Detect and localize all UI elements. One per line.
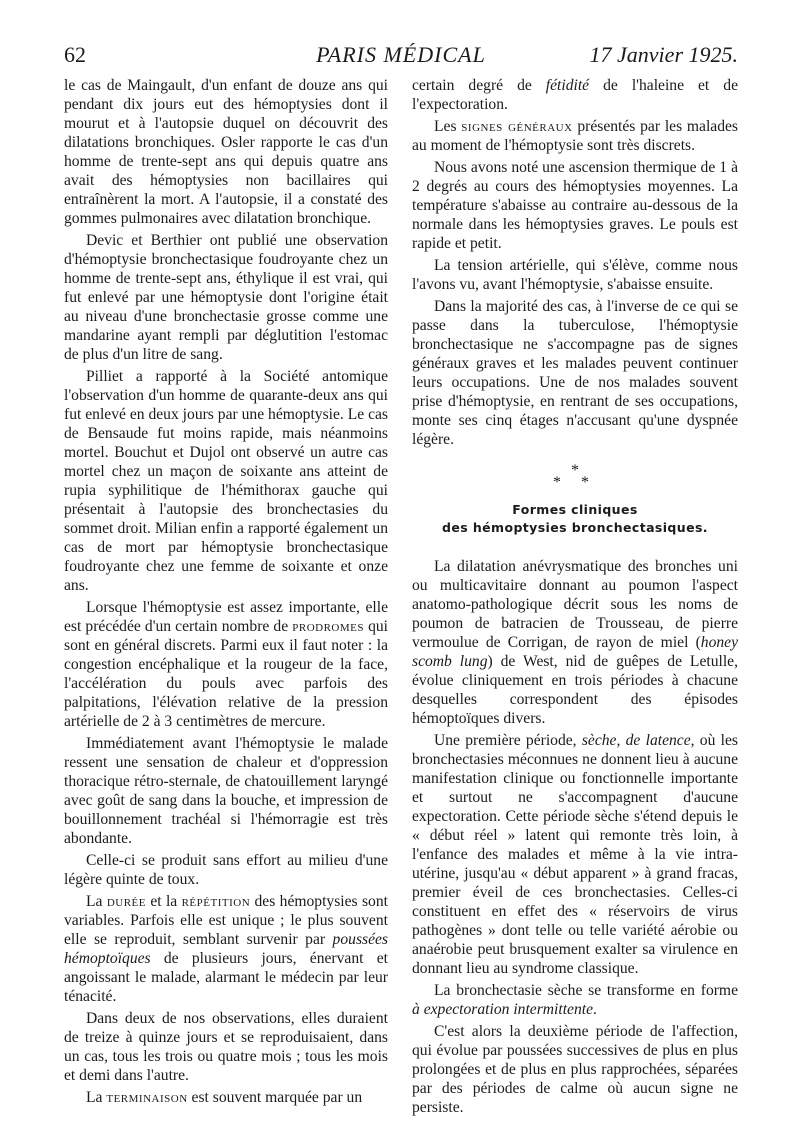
italic-term: sèche, de latence [581, 732, 691, 749]
text-run: certain degré de [412, 77, 546, 94]
asterism-bottom: * * [553, 474, 597, 491]
paragraph: C'est alors la deuxième période de l'affection, qui évolue par poussées successives de plus en plus prolongées et de plus en plus rapprochées, séparées par des périodes de calme où aucun signe ne persiste. [412, 1023, 738, 1116]
text-run: est souvent marquée par un [187, 1089, 363, 1106]
section-heading-line-2: des hémoptysies bronchectasiques. [442, 520, 708, 535]
paragraph [412, 117, 738, 155]
issue-date: 17 Janvier 1925. [589, 42, 738, 67]
paragraph [412, 76, 738, 114]
text-run: de plusieurs jours, énervant et angoissant le malade, alarmant le médecin par leur ténacité. [64, 950, 388, 1005]
paragraph: Pilliet a rapporté à la Société antomique l'observation d'un homme de quarante-deux ans qui fut enlevé en deux jours par une hémoptysie. Le cas de Bensaude fut moins rapide, mais néanmoins mortel. Bouchut et Dujol ont observé un autre cas mortel chez un maçon de soixante ans atteint de rupia syphilitique de l'hémithorax gauche qui présentait à l'autopsie des bronchectasies du sommet droit. Milian enfin a rapporté également un cas de mort par hémoptysie bronchectasique foudroyante chez une femme de soixante et onze ans. [64, 368, 388, 594]
small-caps-term: prodromes [292, 618, 364, 635]
text-run: Une première période, [434, 732, 582, 749]
italic-term: fétidité [545, 77, 590, 94]
paragraph [64, 598, 388, 731]
section-heading [412, 501, 738, 537]
text-run: ) de West, nid de guêpes de Letulle, évolue cliniquement en trois périodes à chacune desquelles correspondent des épisodes hémoptoïques divers. [412, 653, 738, 727]
running-header [64, 42, 738, 72]
text-run: des hémoptysies sont variables. Parfois elle est unique ; le plus souvent elle se reproduit, semblant survenir par [64, 893, 388, 948]
paragraph: La tension artérielle, qui s'élève, comme nous l'avons vu, avant l'hémoptysie, s'abaisse ensuite. [412, 257, 738, 293]
text-run: qui sont en général discrets. Parmi eux il faut noter : la congestion encéphalique et la rougeur de la face, l'accélération du pouls avec parfois des palpitations, l'élévation relative de la pression artérielle de 2 à 3 centimètres de mercure. [64, 618, 389, 730]
page-number: 62 [64, 42, 86, 67]
paragraph: le cas de Maingault, d'un enfant de douze ans qui pendant dix jours eut des hémoptysies dont il mourut et à l'autopsie duquel on découvrit des dilatations bronchiques. Osler rapporte le cas d'un homme de trente-sept ans qui depuis quatre ans avait des hémoptysies non bacillaires qui entraînèrent la mort. A l'autopsie, il a constaté des gommes pulmonaires avec dilatation bronchique. [64, 77, 388, 227]
small-caps-term: terminaison [106, 1089, 188, 1106]
paragraph: Celle-ci se produit sans effort au milieu d'une légère quinte de toux. [64, 852, 388, 888]
paragraph [64, 1088, 388, 1107]
text-run: La [86, 893, 107, 910]
paragraph [412, 731, 738, 978]
small-caps-term: durée [106, 893, 146, 910]
italic-term: à expectoration intermittente [412, 1001, 594, 1018]
right-column [412, 76, 738, 1120]
small-caps-term: signes généraux [461, 118, 573, 135]
text-run: Les [434, 118, 462, 135]
text-run: . [593, 1001, 597, 1018]
paragraph: Dans la majorité des cas, à l'inverse de ce qui se passe dans la tuberculose, l'hémoptysie bronchectasique ne s'accompagne pas de signes généraux graves et les malades peuvent continuer leurs occupations. Une de nos malades souvent prise d'hémoptysie, en rentrant de ses occupations, monte ses cinq étages n'accusant qu'une dyspnée légère. [412, 298, 738, 448]
text-run: et la [145, 893, 182, 910]
paragraph: Dans deux de nos observations, elles duraient de treize à quinze jours et se reproduisaient, dans un cas, tous les trois ou quatre mois ; tous les mois et demi dans l'autre. [64, 1010, 388, 1084]
paragraph: Immédiatement avant l'hémoptysie le malade ressent une sensation de chaleur et d'oppression thoracique rétro-sternale, de chatouillement laryngé avec goût de sang dans la bouche, et impression de bouillonnement trachéal si l'hémorragie est très abondante. [64, 735, 388, 847]
section-heading-line-1: Formes cliniques [512, 502, 638, 517]
italic-term: poussées hémoptoïques [64, 931, 388, 967]
paragraph: Nous avons noté une ascension thermique de 1 à 2 degrés au cours des hémoptysies moyennes. La température s'abaisse au contraire au-dessous de la normale dans les hémoptysies graves. Le pouls est rapide et petit. [412, 159, 738, 252]
paragraph: Devic et Berthier ont publié une observation d'hémoptysie bronchectasique foudroyante chez un homme de trente-sept ans, éthylique il est vrai, qui fut enlevé par une hémoptysie dont l'origine était au niveau d'une bronchectasie grosse comme une mandarine ayant rempli par déglutition l'estomac de plus d'un litre de sang. [64, 232, 388, 363]
text-run: , où les bronchectasies méconnues ne donnent lieu à aucune manifestation clinique ou fonctionnelle importante et surtout ne s'accompagnent d'aucune expectoration. Cette période sèche s'étend depuis le « début réel » latent qui remonte très loin, à l'enfance des malades et même à la vie intra-utérine, jusqu'au « début apparent » à grand fracas, premier éveil de ces bronchectasies. Celles-ci constituent en effet des « réservoirs de virus pathogènes » dont telle ou telle variété aérobie ou anaérobie peut brusquement exalter sa virulence en donnant lieu au syndrome classique. [412, 732, 738, 977]
journal-title: PARIS MÉDICAL [316, 42, 486, 67]
section-separator-asterism [412, 462, 738, 491]
paragraph [412, 981, 738, 1019]
text-run: Lorsque l'hémoptysie est assez importante, elle est précédée d'un certain nombre de [64, 599, 388, 635]
paragraph [412, 557, 738, 728]
text-run: présentés par les malades au moment de l'hémoptysie sont très discrets. [412, 118, 739, 154]
italic-term: honey scomb lung [412, 634, 738, 670]
text-run: La bronchectasie sèche se transforme en forme [434, 982, 738, 999]
text-run: La [86, 1089, 107, 1106]
asterism-top: * [571, 462, 579, 479]
text-run: La dilatation anévrysmatique des bronches uni ou multicavitaire donnant au poumon l'aspect anatomo-pathologique décrit sous les noms de poumon de batracien de Trousseau, de pierre vermoulue de Corrigan, de rayon de miel ( [412, 558, 738, 651]
paragraph [64, 892, 388, 1006]
small-caps-term: répétition [181, 893, 251, 910]
left-column [64, 76, 388, 1110]
text-run: de l'haleine et de l'expectoration. [412, 77, 738, 113]
